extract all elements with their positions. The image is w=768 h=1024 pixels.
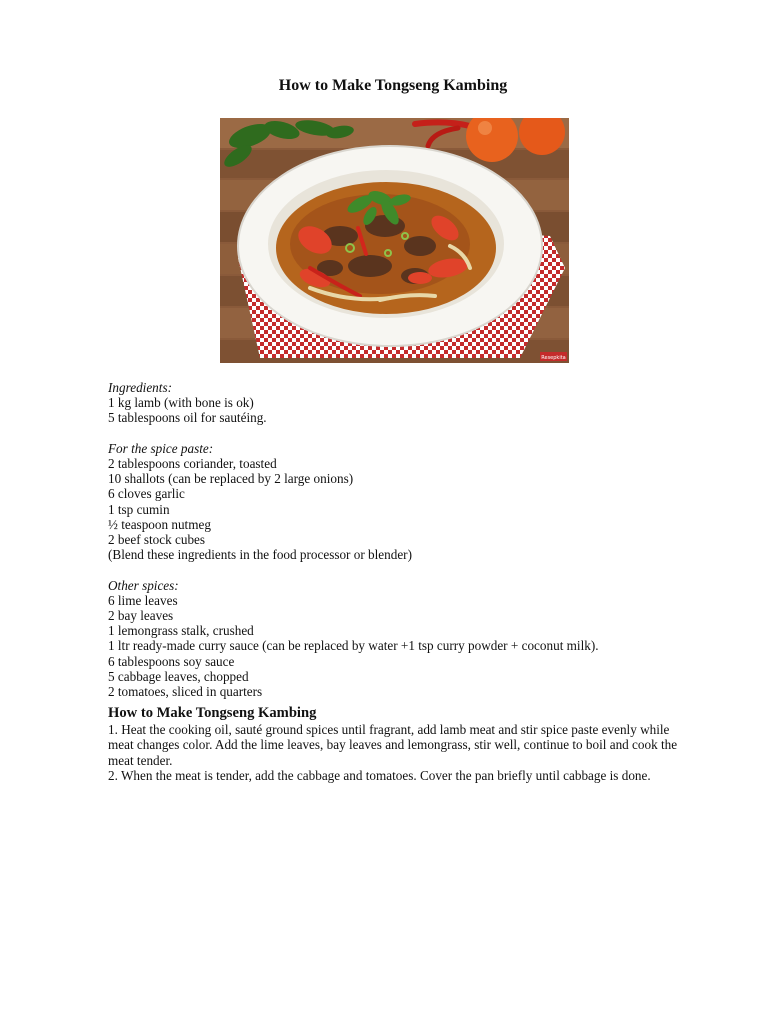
other-spice-item: 6 lime leaves	[108, 592, 178, 608]
ingredient-item: 5 tablespoons oil for sautéing.	[108, 410, 267, 426]
recipe-body	[108, 380, 688, 783]
other-spice-item: 2 tomatoes, sliced in quarters	[108, 684, 263, 700]
other-spices-label: Other spices:	[108, 577, 179, 593]
other-spice-item: 2 bay leaves	[108, 608, 174, 624]
document-title: How to Make Tongseng Kambing	[278, 77, 508, 94]
ingredients-label: Ingredients:	[108, 380, 172, 395]
other-spice-item: 1 lemongrass stalk, crushed	[108, 623, 254, 639]
tongseng-dish-photo	[220, 118, 569, 363]
spice-paste-item: 10 shallots (can be replaced by 2 large onions)	[108, 471, 354, 487]
method-step: 2. When the meat is tender, add the cabbage and tomatoes. Cover the pan briefly until cabbage is done.	[108, 767, 651, 783]
other-spice-item: 1 ltr ready-made curry sauce (can be replaced by water +1 tsp curry powder + coconut milk).	[108, 638, 599, 654]
spice-paste-item: 2 beef stock cubes	[108, 532, 206, 548]
spacer	[108, 426, 688, 441]
spice-paste-label: For the spice paste:	[108, 440, 214, 456]
ingredient-item: 1 kg lamb (with bone is ok)	[108, 395, 254, 411]
photo-watermark-text: Resepkita	[541, 355, 566, 361]
spice-paste-item: 1 tsp cumin	[108, 501, 170, 517]
method-step: 1. Heat the cooking oil, sauté ground spices until fragrant, add lamb meat and stir spice paste evenly while meat changes color. Add the lime leaves, bay leaves and lemongrass, stir well, continue to boil and cook the meat tender.	[108, 722, 678, 768]
other-spice-item: 6 tablespoons soy sauce	[108, 653, 235, 669]
spice-paste-item: 6 cloves garlic	[108, 486, 185, 502]
spice-paste-note: (Blend these ingredients in the food processor or blender)	[108, 547, 412, 563]
method-heading: How to Make Tongseng Kambing	[108, 705, 317, 722]
spacer	[108, 562, 688, 577]
other-spice-item: 5 cabbage leaves, chopped	[108, 668, 249, 684]
spice-paste-item: 2 tablespoons coriander, toasted	[108, 456, 277, 471]
spice-paste-item: ½ teaspoon nutmeg	[108, 516, 211, 532]
